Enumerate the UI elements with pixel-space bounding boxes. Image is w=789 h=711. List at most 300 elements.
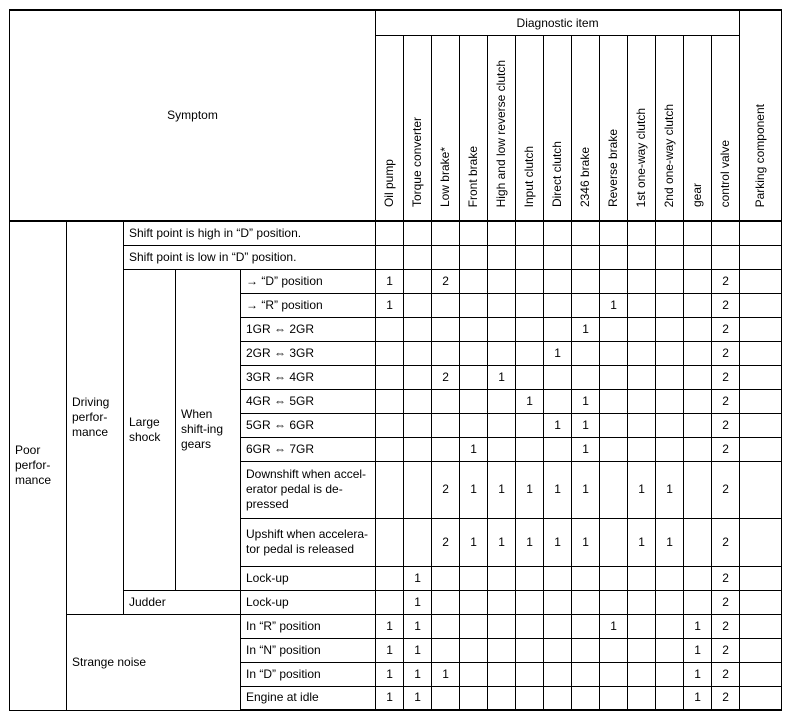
- value-cell: [488, 566, 516, 590]
- value-cell: [488, 437, 516, 461]
- value-cell: [628, 389, 656, 413]
- value-cell: [460, 686, 488, 710]
- value-cell: [460, 317, 488, 341]
- value-cell: [516, 245, 544, 269]
- value-cell: 1: [572, 437, 600, 461]
- value-cell: [460, 221, 488, 245]
- value-cell: [376, 365, 404, 389]
- value-cell: 1: [376, 662, 404, 686]
- value-cell: [740, 413, 782, 437]
- value-cell: [656, 590, 684, 614]
- value-cell: [684, 269, 712, 293]
- value-cell: [460, 293, 488, 317]
- value-cell: [460, 662, 488, 686]
- value-cell: [572, 566, 600, 590]
- diagnostic-table: [9, 9, 782, 711]
- value-cell: [656, 293, 684, 317]
- value-cell: [600, 590, 628, 614]
- value-cell: [656, 317, 684, 341]
- value-cell: [516, 365, 544, 389]
- value-cell: [572, 614, 600, 638]
- value-cell: [376, 413, 404, 437]
- value-cell: [404, 245, 432, 269]
- value-cell: [432, 638, 460, 662]
- column-header: Torque converter: [404, 36, 432, 222]
- row-label: → “D” position: [241, 269, 376, 293]
- value-cell: [656, 221, 684, 245]
- value-cell: [488, 293, 516, 317]
- value-cell: [600, 365, 628, 389]
- value-cell: [600, 686, 628, 710]
- value-cell: 2: [712, 461, 740, 518]
- value-cell: [432, 341, 460, 365]
- value-cell: 2: [432, 518, 460, 566]
- value-cell: [376, 389, 404, 413]
- value-cell: [460, 341, 488, 365]
- group-cell: Judder: [124, 590, 241, 614]
- value-cell: 1: [572, 389, 600, 413]
- value-cell: [516, 293, 544, 317]
- value-cell: [628, 686, 656, 710]
- value-cell: [516, 590, 544, 614]
- value-cell: [432, 317, 460, 341]
- value-cell: 1: [376, 269, 404, 293]
- value-cell: [376, 221, 404, 245]
- value-cell: 2: [712, 686, 740, 710]
- value-cell: [376, 437, 404, 461]
- value-cell: [656, 686, 684, 710]
- value-cell: [684, 437, 712, 461]
- column-header: control valve: [712, 36, 740, 222]
- value-cell: [740, 461, 782, 518]
- value-cell: [628, 590, 656, 614]
- value-cell: [544, 389, 572, 413]
- value-cell: 2: [712, 566, 740, 590]
- value-cell: [656, 614, 684, 638]
- row-label: Lock-up: [241, 566, 376, 590]
- value-cell: 1: [376, 638, 404, 662]
- column-header: Input clutch: [516, 36, 544, 222]
- row-label: 1GR ⇔ 2GR: [241, 317, 376, 341]
- value-cell: [488, 341, 516, 365]
- value-cell: 2: [712, 662, 740, 686]
- value-cell: [600, 461, 628, 518]
- value-cell: [516, 662, 544, 686]
- value-cell: [376, 341, 404, 365]
- value-cell: [404, 413, 432, 437]
- value-cell: 2: [712, 437, 740, 461]
- value-cell: 1: [544, 341, 572, 365]
- value-cell: [600, 245, 628, 269]
- value-cell: 1: [376, 686, 404, 710]
- value-cell: [432, 566, 460, 590]
- value-cell: 1: [572, 413, 600, 437]
- value-cell: 2: [432, 461, 460, 518]
- value-cell: [516, 341, 544, 365]
- value-cell: [684, 317, 712, 341]
- value-cell: [516, 221, 544, 245]
- value-cell: [376, 566, 404, 590]
- value-cell: [712, 245, 740, 269]
- value-cell: [600, 317, 628, 341]
- value-cell: [404, 341, 432, 365]
- value-cell: [684, 566, 712, 590]
- value-cell: [432, 389, 460, 413]
- group-cell: Large shock: [124, 269, 176, 590]
- value-cell: [572, 590, 600, 614]
- value-cell: [740, 614, 782, 638]
- value-cell: [516, 686, 544, 710]
- value-cell: [656, 566, 684, 590]
- table-row: [10, 614, 782, 638]
- value-cell: [572, 245, 600, 269]
- value-cell: [404, 221, 432, 245]
- value-cell: [656, 245, 684, 269]
- value-cell: [600, 638, 628, 662]
- column-header: Oil pump: [376, 36, 404, 222]
- value-cell: 1: [460, 518, 488, 566]
- value-cell: [376, 245, 404, 269]
- value-cell: [488, 317, 516, 341]
- value-cell: 1: [684, 686, 712, 710]
- value-cell: [656, 389, 684, 413]
- value-cell: [488, 413, 516, 437]
- value-cell: [544, 269, 572, 293]
- value-cell: [460, 590, 488, 614]
- value-cell: 1: [516, 389, 544, 413]
- value-cell: [544, 590, 572, 614]
- value-cell: [460, 638, 488, 662]
- value-cell: [628, 221, 656, 245]
- table-body: [10, 221, 782, 710]
- value-cell: [516, 614, 544, 638]
- value-cell: [684, 341, 712, 365]
- row-label: Shift point is high in “D” position.: [124, 221, 376, 245]
- value-cell: [684, 365, 712, 389]
- column-header: Low brake*: [432, 36, 460, 222]
- value-cell: 1: [600, 293, 628, 317]
- table-row: [10, 221, 782, 245]
- row-label: 6GR ⇔ 7GR: [241, 437, 376, 461]
- value-cell: [628, 566, 656, 590]
- value-cell: [656, 662, 684, 686]
- value-cell: 2: [712, 590, 740, 614]
- value-cell: [516, 413, 544, 437]
- value-cell: [404, 317, 432, 341]
- row-label: Lock-up: [241, 590, 376, 614]
- value-cell: [544, 662, 572, 686]
- value-cell: [684, 413, 712, 437]
- value-cell: [740, 590, 782, 614]
- table-row: [10, 245, 782, 269]
- value-cell: [684, 221, 712, 245]
- value-cell: [628, 317, 656, 341]
- value-cell: 1: [488, 461, 516, 518]
- value-cell: [740, 518, 782, 566]
- value-cell: [432, 614, 460, 638]
- value-cell: [488, 662, 516, 686]
- column-header: High and low reverse clutch: [488, 36, 516, 222]
- value-cell: [740, 638, 782, 662]
- value-cell: [600, 566, 628, 590]
- value-cell: [656, 269, 684, 293]
- value-cell: [628, 365, 656, 389]
- value-cell: 2: [712, 293, 740, 317]
- value-cell: [460, 365, 488, 389]
- value-cell: [404, 389, 432, 413]
- value-cell: [488, 269, 516, 293]
- value-cell: [376, 590, 404, 614]
- value-cell: 1: [544, 518, 572, 566]
- row-label: 5GR ⇔ 6GR: [241, 413, 376, 437]
- value-cell: [628, 293, 656, 317]
- row-label: 2GR ⇔ 3GR: [241, 341, 376, 365]
- value-cell: [600, 662, 628, 686]
- value-cell: 1: [684, 662, 712, 686]
- row-label: 3GR ⇔ 4GR: [241, 365, 376, 389]
- value-cell: [544, 245, 572, 269]
- value-cell: 1: [404, 614, 432, 638]
- value-cell: [740, 437, 782, 461]
- column-header: Front brake: [460, 36, 488, 222]
- row-label: Shift point is low in “D” position.: [124, 245, 376, 269]
- value-cell: [488, 221, 516, 245]
- value-cell: [544, 365, 572, 389]
- value-cell: [488, 686, 516, 710]
- value-cell: [684, 293, 712, 317]
- value-cell: 2: [432, 269, 460, 293]
- value-cell: 1: [404, 686, 432, 710]
- value-cell: [404, 461, 432, 518]
- diagnostic-item-header: Diagnostic item: [376, 10, 740, 36]
- value-cell: 2: [712, 638, 740, 662]
- value-cell: [404, 293, 432, 317]
- value-cell: 1: [460, 437, 488, 461]
- value-cell: 1: [572, 317, 600, 341]
- group-cell: Driving perfor-mance: [67, 221, 124, 614]
- value-cell: [432, 413, 460, 437]
- value-cell: [516, 269, 544, 293]
- value-cell: 2: [712, 518, 740, 566]
- value-cell: [740, 245, 782, 269]
- row-label: In “R” position: [241, 614, 376, 638]
- value-cell: [572, 365, 600, 389]
- value-cell: [544, 221, 572, 245]
- value-cell: [432, 590, 460, 614]
- column-header: Reverse brake: [600, 36, 628, 222]
- value-cell: 1: [628, 461, 656, 518]
- value-cell: [628, 341, 656, 365]
- header-row-1: [10, 10, 782, 36]
- value-cell: [544, 686, 572, 710]
- group-cell: When shift-ing gears: [176, 269, 241, 590]
- value-cell: [656, 365, 684, 389]
- value-cell: 1: [376, 293, 404, 317]
- value-cell: [600, 437, 628, 461]
- value-cell: [572, 662, 600, 686]
- value-cell: [684, 389, 712, 413]
- value-cell: [628, 245, 656, 269]
- value-cell: 1: [572, 518, 600, 566]
- value-cell: [684, 245, 712, 269]
- value-cell: 2: [712, 614, 740, 638]
- value-cell: 1: [516, 518, 544, 566]
- value-cell: [628, 437, 656, 461]
- value-cell: 2: [712, 269, 740, 293]
- value-cell: [488, 614, 516, 638]
- value-cell: [488, 389, 516, 413]
- table-row: [10, 269, 782, 293]
- value-cell: [488, 590, 516, 614]
- value-cell: 1: [656, 461, 684, 518]
- value-cell: 1: [432, 662, 460, 686]
- value-cell: [516, 437, 544, 461]
- value-cell: [740, 389, 782, 413]
- value-cell: 2: [432, 365, 460, 389]
- value-cell: [600, 221, 628, 245]
- value-cell: 1: [628, 518, 656, 566]
- value-cell: [544, 293, 572, 317]
- row-label: → “R” position: [241, 293, 376, 317]
- value-cell: [488, 638, 516, 662]
- value-cell: [544, 614, 572, 638]
- value-cell: [712, 221, 740, 245]
- value-cell: [656, 413, 684, 437]
- value-cell: [656, 341, 684, 365]
- value-cell: 1: [488, 518, 516, 566]
- value-cell: 1: [404, 590, 432, 614]
- value-cell: 1: [460, 461, 488, 518]
- value-cell: 1: [684, 638, 712, 662]
- value-cell: [432, 293, 460, 317]
- value-cell: 1: [544, 461, 572, 518]
- value-cell: [628, 413, 656, 437]
- value-cell: 1: [600, 614, 628, 638]
- value-cell: [628, 638, 656, 662]
- column-header: 1st one-way clutch: [628, 36, 656, 222]
- value-cell: [572, 638, 600, 662]
- value-cell: [740, 269, 782, 293]
- value-cell: [656, 437, 684, 461]
- column-header: 2nd one-way clutch: [656, 36, 684, 222]
- value-cell: [544, 317, 572, 341]
- value-cell: 1: [516, 461, 544, 518]
- value-cell: [404, 365, 432, 389]
- value-cell: [740, 221, 782, 245]
- value-cell: [572, 269, 600, 293]
- value-cell: [432, 686, 460, 710]
- value-cell: 1: [376, 614, 404, 638]
- value-cell: [376, 317, 404, 341]
- group-cell: Strange noise: [67, 614, 241, 710]
- value-cell: [600, 341, 628, 365]
- value-cell: [600, 518, 628, 566]
- value-cell: [740, 686, 782, 710]
- value-cell: [516, 566, 544, 590]
- value-cell: [404, 269, 432, 293]
- group-cell: Poor perfor-mance: [10, 221, 67, 710]
- value-cell: [488, 245, 516, 269]
- row-label: In “D” position: [241, 662, 376, 686]
- value-cell: [460, 269, 488, 293]
- value-cell: 2: [712, 389, 740, 413]
- value-cell: [740, 662, 782, 686]
- value-cell: [628, 614, 656, 638]
- value-cell: [544, 566, 572, 590]
- value-cell: 2: [712, 317, 740, 341]
- row-label: 4GR ⇔ 5GR: [241, 389, 376, 413]
- value-cell: [600, 269, 628, 293]
- value-cell: [432, 437, 460, 461]
- value-cell: 1: [404, 566, 432, 590]
- value-cell: [460, 413, 488, 437]
- value-cell: [740, 293, 782, 317]
- value-cell: [656, 638, 684, 662]
- value-cell: [460, 614, 488, 638]
- value-cell: [740, 365, 782, 389]
- value-cell: [544, 638, 572, 662]
- row-label: Upshift when accelera-tor pedal is released: [241, 518, 376, 566]
- value-cell: [544, 437, 572, 461]
- row-label: In “N” position: [241, 638, 376, 662]
- value-cell: 1: [684, 614, 712, 638]
- value-cell: 1: [488, 365, 516, 389]
- value-cell: [404, 518, 432, 566]
- value-cell: [516, 317, 544, 341]
- value-cell: [432, 221, 460, 245]
- value-cell: [572, 686, 600, 710]
- value-cell: [572, 341, 600, 365]
- value-cell: 2: [712, 365, 740, 389]
- value-cell: [572, 293, 600, 317]
- column-header: gear: [684, 36, 712, 222]
- table-row: [10, 590, 782, 614]
- value-cell: [460, 245, 488, 269]
- value-cell: [684, 518, 712, 566]
- value-cell: [684, 590, 712, 614]
- value-cell: [404, 437, 432, 461]
- value-cell: 2: [712, 413, 740, 437]
- value-cell: [572, 221, 600, 245]
- column-header: Parking component: [740, 10, 782, 221]
- value-cell: [376, 518, 404, 566]
- value-cell: [432, 245, 460, 269]
- value-cell: 2: [712, 341, 740, 365]
- value-cell: 1: [572, 461, 600, 518]
- symptom-header: Symptom: [10, 10, 376, 221]
- value-cell: 1: [404, 662, 432, 686]
- row-label: Engine at idle: [241, 686, 376, 710]
- value-cell: [376, 461, 404, 518]
- value-cell: [740, 317, 782, 341]
- value-cell: 1: [404, 638, 432, 662]
- value-cell: [628, 662, 656, 686]
- value-cell: 1: [544, 413, 572, 437]
- value-cell: [740, 341, 782, 365]
- value-cell: [740, 566, 782, 590]
- column-header: 2346 brake: [572, 36, 600, 222]
- value-cell: [516, 638, 544, 662]
- value-cell: [600, 389, 628, 413]
- column-header: Direct clutch: [544, 36, 572, 222]
- row-label: Downshift when accel-erator pedal is de-pressed: [241, 461, 376, 518]
- value-cell: [684, 461, 712, 518]
- value-cell: [460, 389, 488, 413]
- value-cell: 1: [656, 518, 684, 566]
- value-cell: [460, 566, 488, 590]
- value-cell: [628, 269, 656, 293]
- value-cell: [600, 413, 628, 437]
